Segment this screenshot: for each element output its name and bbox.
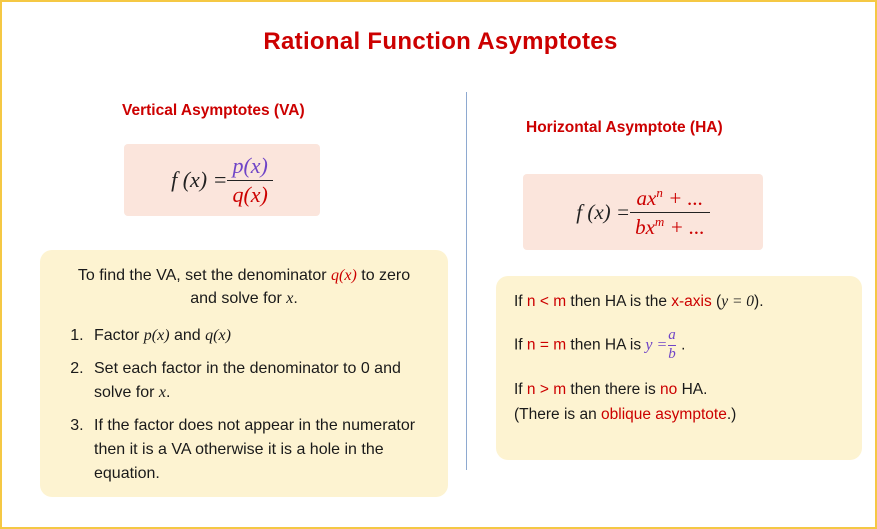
ha-fraction-bar bbox=[630, 212, 710, 213]
ha-rule3-condition: n > m bbox=[526, 380, 567, 398]
ha-rule-equal bbox=[514, 328, 844, 363]
page-title: Rational Function Asymptotes bbox=[263, 28, 618, 55]
va-step1-math1: p(x) bbox=[143, 327, 170, 345]
ha-rule2-condition: n = m bbox=[526, 336, 567, 354]
ha-oblique-open: (There is an bbox=[514, 406, 602, 423]
ha-den-exp: m bbox=[654, 213, 665, 229]
ha-rule2-middle: then HA is bbox=[566, 336, 646, 354]
horizontal-asymptote-formula-box bbox=[523, 174, 763, 250]
va-intro-denominator: q(x) bbox=[331, 267, 357, 284]
va-step2-text: Set each factor in the denominator to 0 and solve for bbox=[94, 360, 401, 402]
ha-rule2-prefix: If bbox=[514, 336, 527, 354]
va-intro-var: x bbox=[286, 290, 294, 308]
ha-rule2-denominator: b bbox=[668, 346, 676, 362]
ha-rule1-highlight: x-axis bbox=[671, 293, 712, 310]
va-step1-math2: q(x) bbox=[205, 327, 231, 345]
va-formula-denominator: q(x) bbox=[232, 181, 268, 207]
va-step1-mid: and bbox=[169, 327, 206, 345]
ha-num-tail: + ... bbox=[662, 186, 704, 211]
va-formula-numerator: p(x) bbox=[232, 153, 268, 179]
ha-formula-fraction bbox=[630, 186, 710, 237]
horizontal-asymptote-formula bbox=[523, 174, 763, 250]
ha-rule-greater-than bbox=[514, 378, 844, 401]
ha-rule1-middle: then HA is the bbox=[566, 293, 672, 310]
va-step2-after: . bbox=[166, 384, 171, 402]
va-steps-list bbox=[58, 324, 430, 486]
va-step1-text: Factor bbox=[94, 327, 144, 345]
ha-rule1-prefix: If bbox=[514, 293, 527, 310]
vertical-asymptotes-heading: Vertical Asymptotes (VA) bbox=[122, 102, 305, 119]
ha-num-exp: n bbox=[656, 185, 663, 201]
ha-rule2-eq-lhs: y = bbox=[645, 336, 668, 354]
va-intro-part2: to zero and solve for bbox=[190, 267, 411, 308]
va-formula-lhs: f (x) = bbox=[171, 167, 228, 192]
vertical-asymptote-steps-panel bbox=[40, 250, 448, 497]
va-intro-end: . bbox=[293, 290, 298, 308]
list-item bbox=[88, 324, 430, 348]
ha-oblique-note bbox=[514, 403, 844, 426]
ha-den-coeff: bx bbox=[635, 214, 655, 239]
va-intro-part1: To find the VA, set the denominator bbox=[77, 267, 332, 284]
ha-rule1-condition: n < m bbox=[526, 293, 567, 310]
vertical-asymptote-formula bbox=[124, 144, 320, 216]
va-intro-text bbox=[58, 264, 430, 310]
ha-rule1-math: y = 0 bbox=[721, 293, 755, 310]
va-formula-fraction bbox=[227, 154, 272, 205]
list-item bbox=[88, 357, 430, 405]
va-step3-text: If the factor does not appear in the numerator then it is a VA otherwise it is a hole in the equation. bbox=[94, 417, 416, 483]
horizontal-asymptote-heading: Horizontal Asymptote (HA) bbox=[526, 119, 723, 136]
ha-oblique-highlight: oblique asymptote bbox=[601, 406, 727, 423]
column-divider bbox=[466, 92, 467, 470]
ha-rule2-suffix: . bbox=[676, 336, 686, 354]
ha-rule3-suffix: HA. bbox=[677, 380, 708, 398]
va-step2-math1: x bbox=[158, 384, 167, 402]
ha-rule3-prefix: If bbox=[514, 380, 527, 398]
ha-rule3-middle: then there is bbox=[566, 380, 661, 398]
va-fraction-bar bbox=[227, 180, 272, 181]
ha-num-coeff: ax bbox=[636, 186, 657, 211]
ha-formula-denominator bbox=[630, 215, 710, 238]
ha-oblique-close: .) bbox=[726, 406, 737, 423]
ha-rule-less-than bbox=[514, 290, 844, 313]
ha-den-tail: + ... bbox=[664, 214, 705, 239]
ha-rule1-open: ( bbox=[711, 293, 722, 310]
ha-rule1-close: ). bbox=[754, 293, 764, 310]
ha-rule3-highlight: no bbox=[660, 380, 678, 398]
ha-rule2-numerator: a bbox=[668, 327, 676, 344]
horizontal-asymptote-rules-panel bbox=[496, 276, 862, 460]
vertical-asymptote-formula-box bbox=[124, 144, 320, 216]
ha-formula-numerator bbox=[630, 186, 710, 209]
ha-rule2-fraction bbox=[668, 328, 676, 363]
list-item bbox=[88, 414, 430, 486]
ha-formula-lhs: f (x) = bbox=[576, 199, 631, 224]
